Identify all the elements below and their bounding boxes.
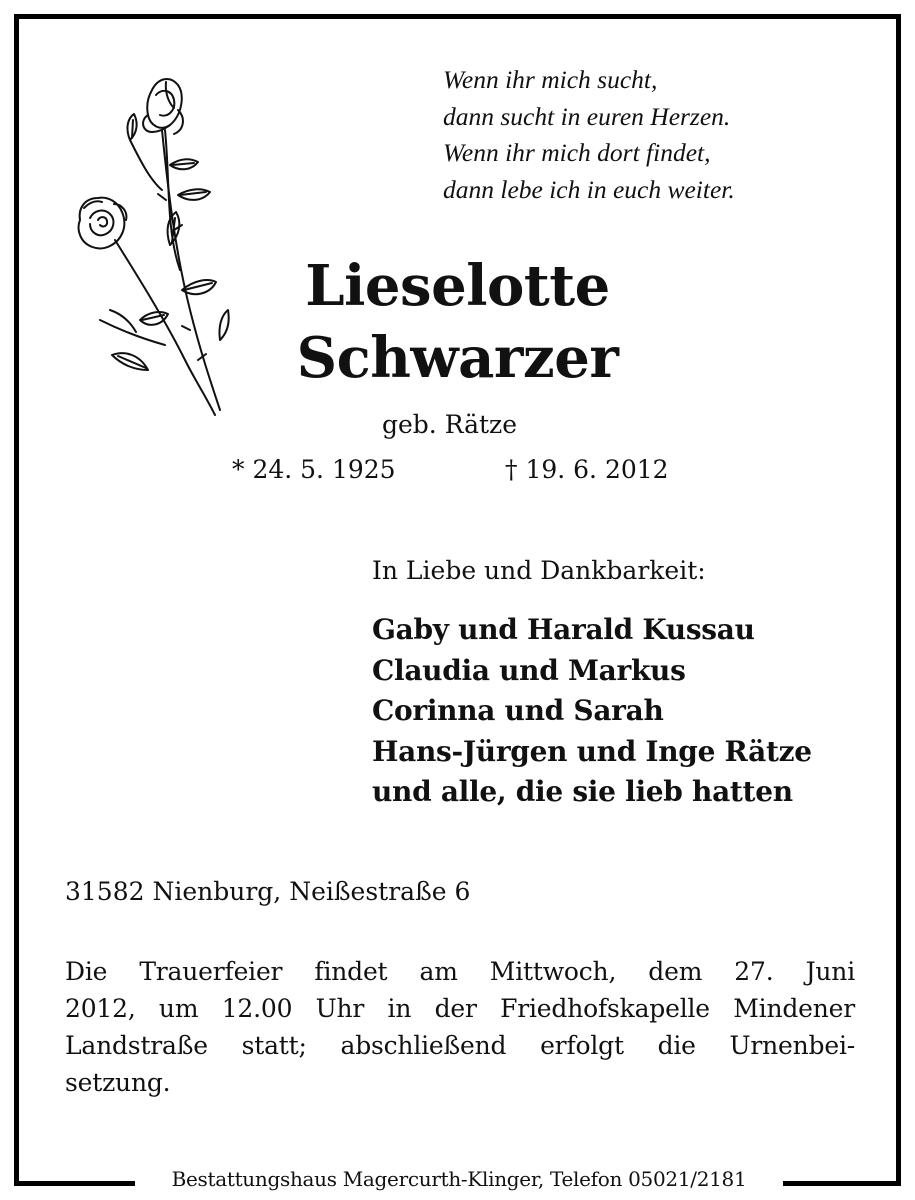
ceremony-line: 2012, um 12.00 Uhr in der Friedhofskapelle Mindener [65, 994, 855, 1023]
poem-line: dann sucht in euren Herzen. [443, 101, 731, 131]
poem [443, 62, 873, 208]
birth-date: * 24. 5. 1925 [232, 455, 396, 484]
ceremony-notice [65, 953, 855, 1101]
mourners-list [372, 610, 812, 813]
mourner-name: und alle, die sie lieb hatten [372, 775, 793, 808]
mourner-name: Hans-Jürgen und Inge Rätze [372, 734, 812, 768]
poem-line: Wenn ihr mich dort findet, [443, 138, 711, 167]
deceased-name [250, 250, 665, 394]
mourner-name: Corinna und Sarah [372, 694, 664, 727]
first-name: Lieselotte [305, 253, 610, 319]
address: 31582 Nienburg, Neißestraße 6 [65, 877, 471, 906]
last-name: Schwarzer [296, 325, 619, 391]
birth-name: geb. Rätze [382, 410, 518, 439]
death-date: † 19. 6. 2012 [505, 455, 669, 484]
funeral-home-footer: Bestattungshaus Magercurth-Klinger, Telefon 05021/2181 [135, 1163, 783, 1195]
poem-line: Wenn ihr mich sucht, [443, 65, 658, 94]
mourners-intro: In Liebe und Dankbarkeit: [372, 556, 706, 585]
mourner-name: Gaby und Harald Kussau [372, 613, 755, 646]
poem-line: dann lebe ich in euch weiter. [443, 174, 735, 204]
ceremony-line: Die Trauerfeier findet am Mittwoch, dem 27. Juni [65, 957, 855, 986]
rose-illustration-icon [70, 70, 230, 420]
mourner-name: Claudia und Markus [372, 653, 686, 687]
ceremony-line: setzung. [65, 1068, 171, 1097]
ceremony-line: Landstraße statt; abschließend erfolgt die Urnenbei- [65, 1031, 855, 1060]
